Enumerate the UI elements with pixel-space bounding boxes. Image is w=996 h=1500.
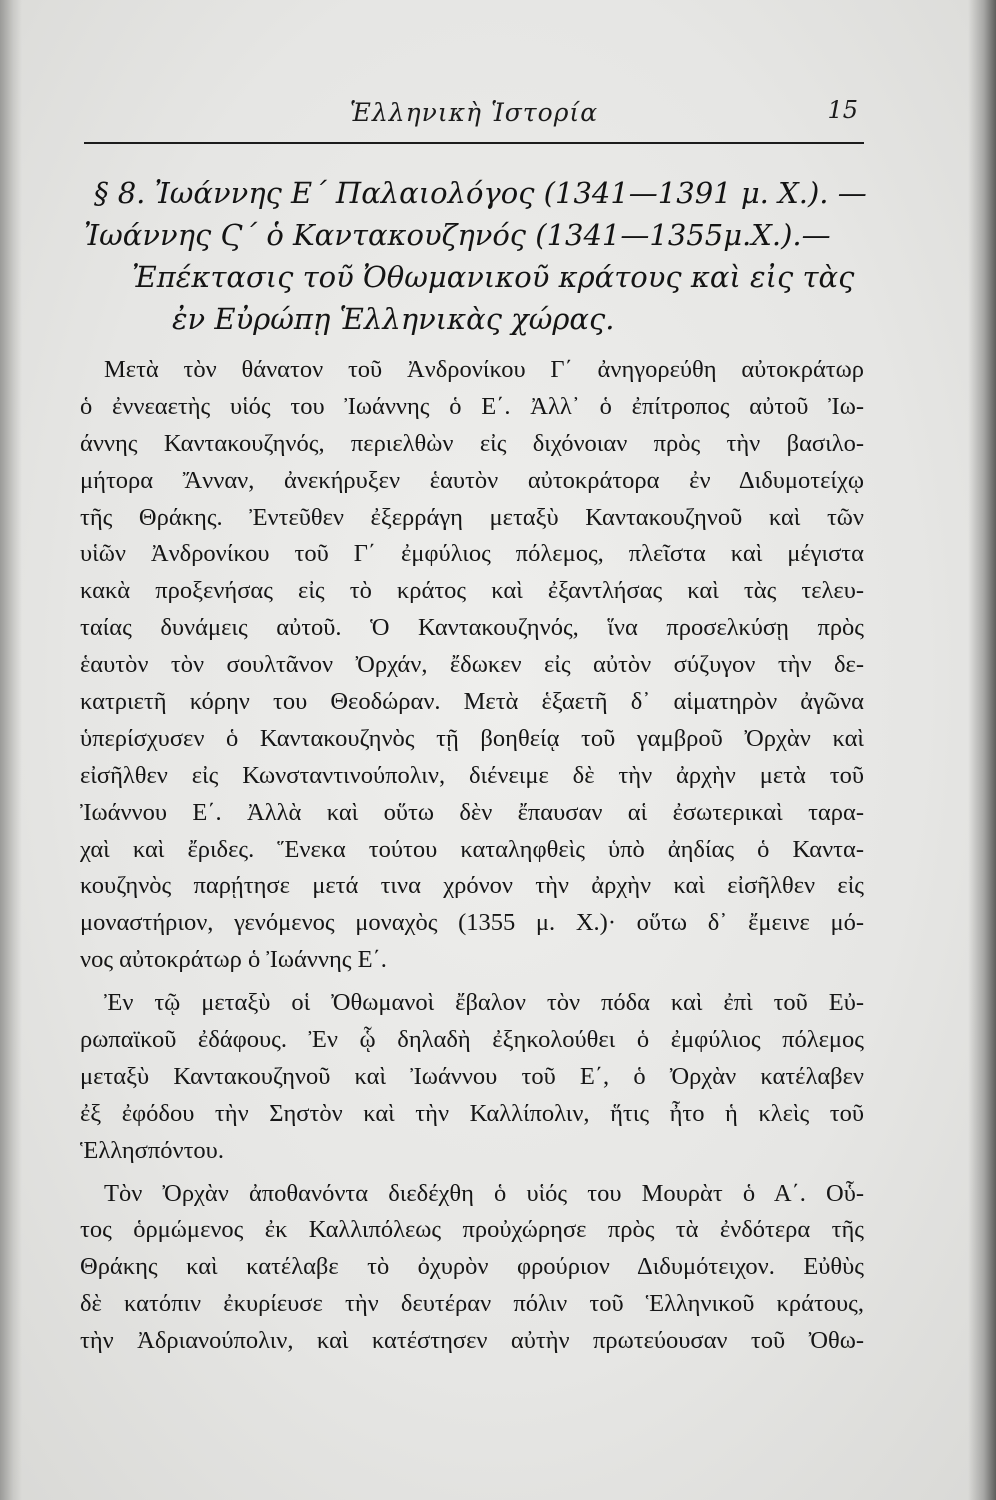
text-line: Ἰωάννου Ε΄. Ἀλλὰ καὶ οὕτω δὲν ἔπαυσαν αἱ ἐσωτερικαὶ ταρα- xyxy=(80,798,864,826)
text-line: χαὶ καὶ ἔριδες. Ἕνεκα τούτου καταληφθεὶς ὑπὸ ἀηδίας ὁ Καντα- xyxy=(80,835,864,863)
text-line: άννης Καντακουζηνός, περιελθὼν εἰς διχόνοιαν πρὸς τὴν βασιλο- xyxy=(80,429,864,457)
page-header xyxy=(84,92,864,144)
text-line: ταίας δυνάμεις αὐτοῦ. Ὁ Καντακουζηνός, ἵνα προσελκύσῃ πρὸς xyxy=(80,614,864,642)
heading-line: § 8. Ἰωάννης Ε΄ Παλαιολόγος (1341—1391 μ. Χ.). — xyxy=(94,176,867,210)
heading-line: Ἐπέκτασις τοῦ Ὀθωμανικοῦ κράτους καὶ εἰς τὰς xyxy=(132,260,855,294)
page-number: 15 xyxy=(827,96,858,124)
text-line: υἱῶν Ἀνδρονίκου τοῦ Γ΄ ἐμφύλιος πόλεμος, πλεῖστα καὶ μέγιστα xyxy=(80,540,864,568)
text-line: ὑπερίσχυσεν ὁ Καντακουζηνὸς τῇ βοηθείᾳ τοῦ γαμβροῦ Ὀρχὰν καὶ xyxy=(80,724,864,752)
text-line: ἐξ ἐφόδου τὴν Σηστὸν καὶ τὴν Καλλίπολιν, ἥτις ἦτο ἡ κλεὶς τοῦ xyxy=(80,1099,864,1127)
text-line: Τὸν Ὀρχὰν ἀποθανόντα διεδέχθη ὁ υἱός του Μουρὰτ ὁ Α΄. Οὗ- xyxy=(104,1179,864,1207)
text-line: μοναστήριον, γενόμενος μοναχὸς (1355 μ. Χ.)· οὕτω δ᾽ ἔμεινε μό- xyxy=(80,909,864,937)
text-line: ἑαυτὸν τὸν σουλτᾶνον Ὀρχάν, ἔδωκεν εἰς αὐτὸν σύζυγον τὴν δε- xyxy=(80,651,864,679)
section-heading xyxy=(80,172,880,340)
page-left-shadow xyxy=(0,0,22,1500)
body-text xyxy=(80,352,864,1360)
text-line: μεταξὺ Καντακουζηνοῦ καὶ Ἰωάννου τοῦ Ε΄, ὁ Ὀρχὰν κατέλαβεν xyxy=(80,1062,864,1090)
text-line: τῆς Θράκης. Ἐντεῦθεν ἐξερράγη μεταξὺ Καντακουζηνοῦ καὶ τῶν xyxy=(80,503,864,531)
text-line: δὲ κατόπιν ἐκυρίευσε τὴν δευτέραν πόλιν τοῦ Ἑλληνικοῦ κράτους, xyxy=(80,1290,864,1318)
text-line: εἰσῆλθεν εἰς Κωνσταντινούπολιν, διένειμε δὲ τὴν ἀρχὴν μετὰ τοῦ xyxy=(80,761,864,789)
text-line: νος αὐτοκράτωρ ὁ Ἰωάννης Ε΄. xyxy=(80,946,387,974)
text-line: Ἐν τῷ μεταξὺ οἱ Ὀθωμανοὶ ἔβαλον τὸν πόδα καὶ ἐπὶ τοῦ Εὐ- xyxy=(104,989,864,1017)
text-line: κακὰ προξενήσας εἰς τὸ κράτος καὶ ἐξαντλήσας καὶ τὰς τελευ- xyxy=(80,577,864,605)
text-line: ρωπαϊκοῦ ἐδάφους. Ἐν ᾧ δηλαδὴ ἐξηκολούθει ὁ ἐμφύλιος πόλεμος xyxy=(80,1026,864,1054)
text-line: Θράκης καὶ κατέλαβε τὸ ὀχυρὸν φρούριον Διδυμότειχον. Εὐθὺς xyxy=(80,1253,864,1281)
text-line: τὴν Ἀδριανούπολιν, καὶ κατέστησεν αὐτὴν πρωτεύουσαν τοῦ Ὀθω- xyxy=(80,1327,864,1355)
text-line: τος ὁρμώμενος ἐκ Καλλιπόλεως προὐχώρησε πρὸς τὰ ἐνδότερα τῆς xyxy=(80,1216,864,1244)
heading-line: Ἰωάννης Ϛ΄ ὁ Καντακουζηνός (1341—1355μ.Χ.).— xyxy=(84,218,831,252)
page-right-shadow xyxy=(968,0,996,1500)
text-line: μήτορα Ἄνναν, ἀνεκήρυξεν ἑαυτὸν αὐτοκράτορα ἐν Διδυμοτείχῳ xyxy=(80,466,864,494)
text-line: κατριετῆ κόρην του Θεοδώραν. Μετὰ ἑξαετῆ δ᾽ αἱματηρὸν ἀγῶνα xyxy=(80,688,864,716)
text-line: ὁ ἐννεαετὴς υἱός του Ἰωάννης ὁ Ε΄. Ἀλλ᾽ ὁ ἐπίτροπος αὐτοῦ Ἰω- xyxy=(80,392,864,420)
heading-line: ἐν Εὐρώπῃ Ἑλληνικὰς χώρας. xyxy=(172,302,615,336)
running-title: Ἑλληνικὴ Ἱστορία xyxy=(349,98,599,127)
text-line: Μετὰ τὸν θάνατον τοῦ Ἀνδρονίκου Γ΄ ἀνηγορεύθη αὐτοκράτωρ xyxy=(104,356,864,383)
text-line: Ἑλλησπόντου. xyxy=(80,1136,224,1164)
text-line: κουζηνὸς παρῄτησε μετά τινα χρόνον τὴν ἀρχὴν καὶ εἰσῆλθεν εἰς xyxy=(80,872,864,900)
